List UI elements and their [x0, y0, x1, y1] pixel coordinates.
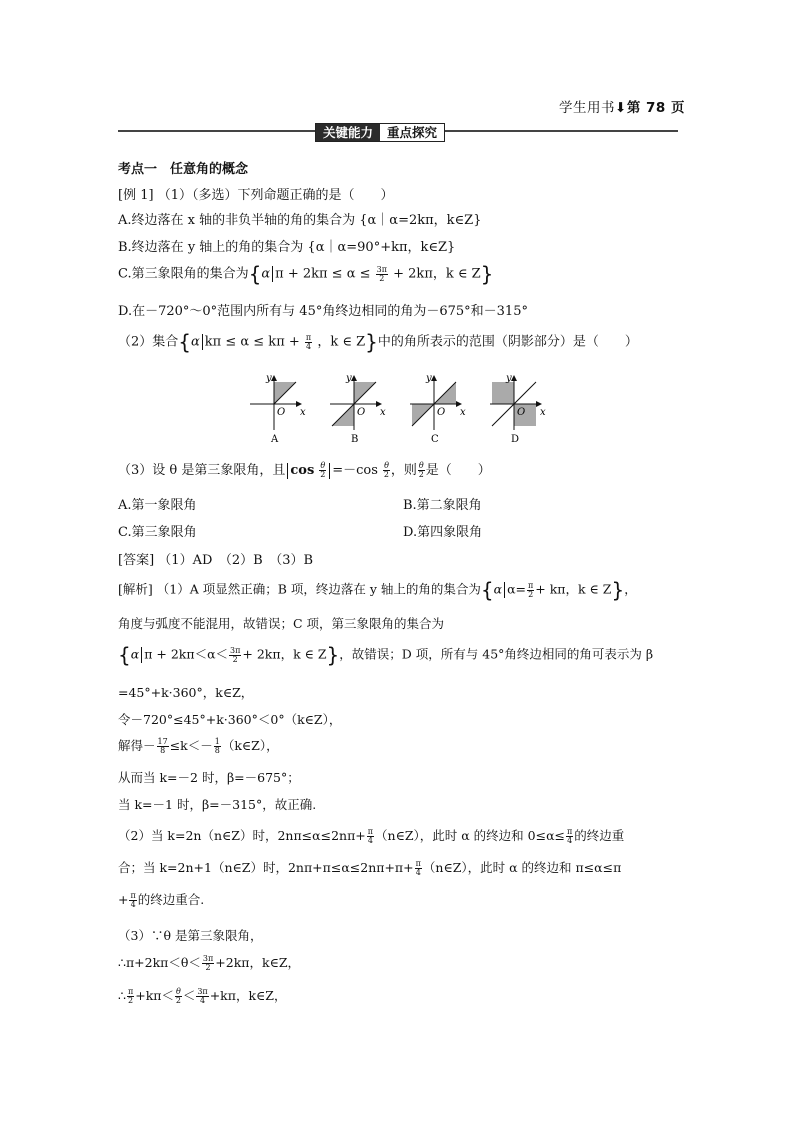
analysis-line-2: 角度与弧度不能混用，故错误；C 项，第三象限角的集合为 [118, 616, 445, 631]
figure-c-x: x [460, 407, 466, 418]
example-label: [例 1] [118, 188, 154, 203]
header-page: 第 78 页 [626, 100, 685, 116]
analysis-line-8: 当 k=－1 时，β=－315°，故正确. [118, 797, 317, 812]
q1-text: （1）（多选）下列命题正确的是（ ） [157, 188, 394, 203]
choice-d: D.第四象限角 [403, 525, 483, 540]
figure-a-label: A [271, 434, 279, 445]
choice-b: B.第二象限角 [403, 498, 482, 513]
banner-left: 关键能力 [316, 124, 380, 141]
analysis-line-13: ∴π+2kπ＜θ＜ $\frac{3\pi}{2}$ +2kπ，k∈Z， [118, 954, 301, 972]
arrow-down-icon: ⬇ [615, 100, 627, 116]
option-b: B.终边落在 y 轴上的角的集合为 {α｜α=90°+kπ，k∈Z} [118, 240, 456, 255]
analysis-line-3: {α π + 2kπ＜α＜ $\frac{3\pi}{2}$ + 2kπ，k ∈ Z}，故错误；D 项，所有与 45°角终边相同的角可表示为 β [118, 643, 654, 667]
figure-b-label: B [351, 434, 359, 445]
example-q2: （2）集合{α kπ ≤ α ≤ kπ + $\frac{\pi}{4}$ ，k ∈ Z}中的角所表示的范围（阴影部分）是（ ） [118, 330, 638, 354]
figure-c-y: y [426, 373, 432, 384]
q3-cos: cos [290, 463, 315, 478]
figure-a-origin: O [277, 407, 286, 418]
figure-b-origin: O [357, 407, 366, 418]
analysis-line-4: =45°+k·360°，k∈Z， [118, 685, 254, 700]
figure-d-label: D [511, 434, 520, 445]
analysis-line-12: （3）∵θ 是第三象限角， [118, 928, 263, 943]
q2-pre: （2）集合 [118, 334, 179, 350]
answer-line [118, 549, 313, 568]
option-c-set-end: + 2kπ，k ∈ Z [393, 266, 481, 282]
q2-set-end: ，k ∈ Z [317, 334, 366, 350]
q2-post: 中的角所表示的范围（阴影部分）是（ ） [377, 334, 638, 350]
q3-then: ，则 [390, 463, 417, 478]
section-banner [118, 120, 678, 144]
analysis-line-6: 解得－ $\frac{17}{8}$ ≤k＜－ $\frac{1}{8}$ （k∈Z）， [118, 737, 279, 755]
answer-text: （1）AD （2）B （3）B [158, 553, 314, 568]
quadrant-figures [244, 368, 556, 446]
choice-a: A.第一象限角 [118, 498, 197, 513]
figure-a-x: x [300, 407, 306, 418]
figure-a [250, 373, 306, 445]
figure-c-label: C [431, 434, 439, 445]
analysis-line-9: （2）当 k=2n（n∈Z）时，2nπ≤α≤2nπ+ $\frac{\pi}{4}$ （n∈Z），此时 α 的终边和 0≤α≤ $\frac{\pi}{4}$ 的终边重 [118, 827, 625, 845]
q3-pre: （3）设 θ 是第三象限角，且 [118, 463, 286, 478]
option-c-frac: $\frac{3\pi}{2}$ [376, 264, 387, 283]
figure-b-x: x [380, 407, 386, 418]
banner-box [315, 123, 445, 142]
q2-frac: $\frac{\pi}{4}$ [305, 332, 312, 351]
analysis-line-1: [解析] （1）A 项显然正确；B 项，终边落在 y 轴上的角的集合为{α α= $\frac{\pi}{2}$ + kπ，k ∈ Z}， [118, 578, 637, 602]
figure-c [410, 373, 466, 445]
example-q1 [118, 184, 393, 203]
answer-label: [答案] [118, 553, 155, 568]
choice-c: C.第三象限角 [118, 525, 197, 540]
analysis-line-7: 从而当 k=－2 时，β=－675°； [118, 770, 300, 785]
option-a: A.终边落在 x 轴的非负半轴的角的集合为 {α｜α=2kπ，k∈Z} [118, 213, 482, 228]
q3-eq: =－cos [332, 463, 378, 478]
analysis-line-14: ∴ $\frac{\pi}{2}$ +kπ＜ $\frac{\theta}{2}$ ＜ $\frac{3\pi}{4}$ +kπ，k∈Z， [118, 987, 287, 1005]
analysis-line-5: 令－720°≤45°+k·360°＜0°（k∈Z）， [118, 712, 342, 727]
figure-c-origin: O [437, 407, 446, 418]
example-q3: （3）设 θ 是第三象限角，且 cos $\frac{\theta}{2}$ =－cos $\frac{\theta}{2}$ ，则 $\frac{\theta}{2}$ 是（ ） [118, 461, 491, 479]
figure-d-origin: O [517, 407, 526, 418]
option-d: D.在－720°～0°范围内所有与 45°角终边相同的角为－675°和－315° [118, 304, 528, 319]
q2-alpha: α [191, 334, 200, 350]
figure-d [490, 373, 546, 445]
figure-b-y: y [346, 373, 352, 384]
header-prefix: 学生用书 [559, 100, 615, 116]
option-c-set: π + 2kπ ≤ α ≤ [275, 266, 371, 282]
page-header [559, 96, 685, 116]
banner-right: 重点探究 [380, 124, 444, 141]
analysis-line-10: 合；当 k=2n+1（n∈Z）时，2nπ+π≤α≤2nπ+π+ $\frac{\pi}{4}$ （n∈Z），此时 α 的终边和 π≤α≤π [118, 859, 622, 877]
figure-d-y: y [506, 373, 512, 384]
q2-set: kπ ≤ α ≤ kπ + [204, 334, 300, 350]
q3-post: 是（ ） [425, 463, 491, 478]
figure-d-x: x [540, 407, 546, 418]
option-c: C.第三象限角的集合为{α π + 2kπ ≤ α ≤ $\frac{3\pi}{2}$ + 2kπ，k ∈ Z} [118, 262, 494, 286]
option-c-pre: C.第三象限角的集合为 [118, 266, 249, 282]
analysis-label: [解析] [118, 581, 153, 597]
figure-b [330, 373, 386, 445]
analysis-line-11: + $\frac{\pi}{4}$ 的终边重合. [118, 891, 205, 909]
figure-a-y: y [266, 373, 272, 384]
option-c-alpha: α [261, 266, 271, 282]
section-title: 考点一 任意角的概念 [118, 162, 249, 177]
